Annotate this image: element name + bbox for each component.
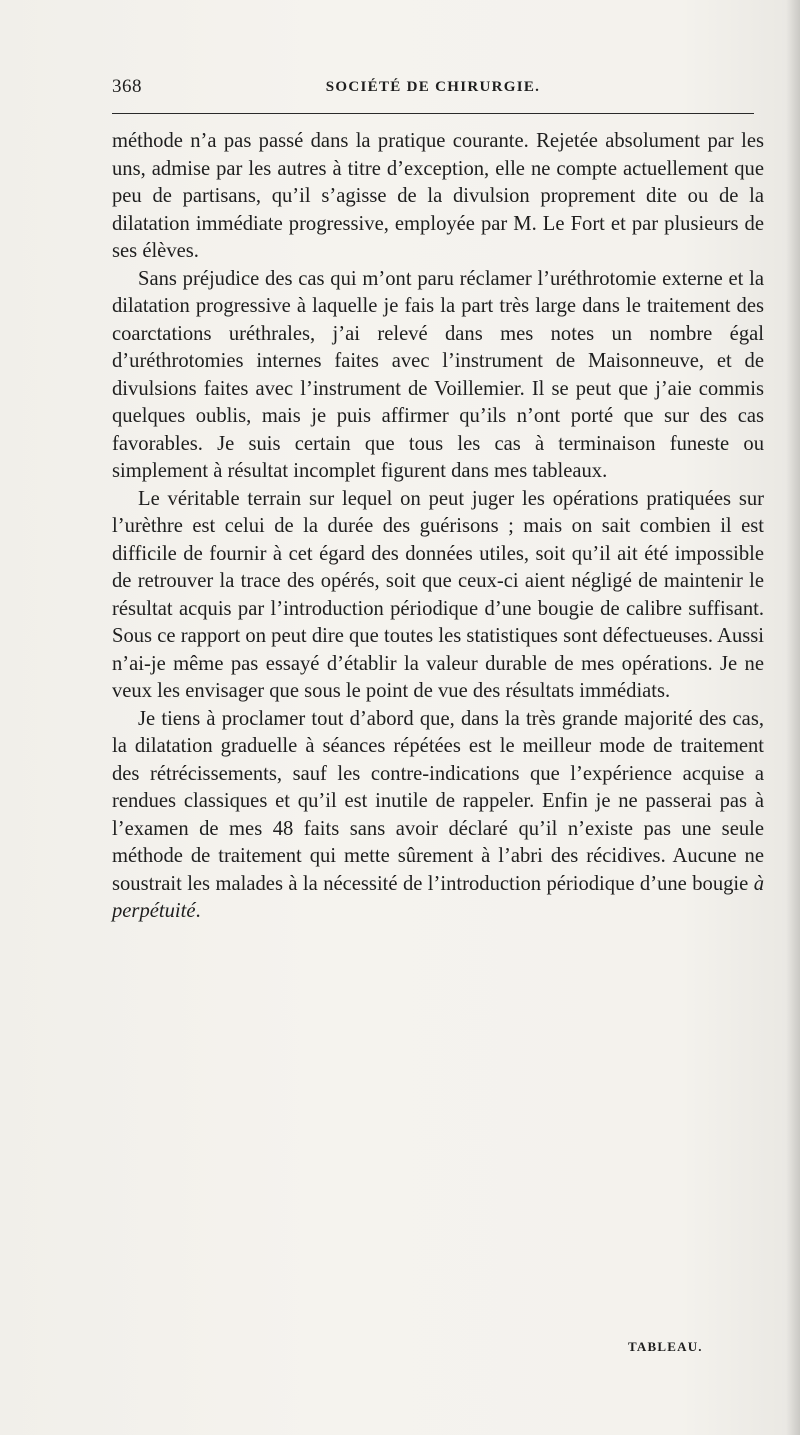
paragraph-2: Sans préjudice des cas qui m’ont paru réclamer l’uréthrotomie externe et la dilatation progressive à laquelle je fais la part très large dans le traitement des coarctations uréthrales, j’ai relevé dans mes notes un nombre égal d’uréthrotomies internes faites avec l’instrument de Maisonneuve, et de divulsions faites avec l’instrument de Voillemier. Il se peut que j’aie commis quelques oublis, mais je puis affirmer qu’ils n’ont porté que sur des cas favorables. Je suis certain que tous les cas à terminaison funeste ou simplement à résultat incomplet figurent dans mes tableaux. (112, 267, 764, 482)
paragraph-3: Le véritable terrain sur lequel on peut juger les opérations pratiquées sur l’urèthre est celui de la durée des guérisons ; mais on sait combien il est difficile de fournir à cet égard des données utiles, soit qu’il ait été impossible de retrouver la trace des opérés, soit que ceux-ci aient négligé de maintenir le résultat acquis par l’introduction périodique d’une bougie de calibre suffisant. Sous ce rapport on peut dire que toutes les statistiques sont défectueuses. Aussi n’ai-je même pas essayé d’établir la valeur durable de mes opérations. Je ne veux les envisager que sous le point de vue des résultats immédiats. (112, 487, 764, 702)
emphasis-text: à perpétuité (112, 872, 764, 922)
running-head: SOCIÉTÉ DE CHIRURGIE. (325, 79, 541, 95)
catchword: TABLEAU. (628, 1339, 703, 1354)
paragraph-4-end: . (195, 900, 201, 922)
page-number: 368 (112, 76, 142, 97)
page-edge-shadow (786, 0, 800, 1435)
body-text (112, 128, 764, 926)
header-rule (112, 113, 754, 114)
paragraph-4-text: Je tiens à proclamer tout d’abord que, dans la très grande majorité des cas, la dilatation graduelle à séances répétées est le meilleur mode de traitement des rétrécissements, sauf les contre-indications que l’expérience acquise a rendues classiques et qu’il est inutile de rappeler. Enfin je ne passerai pas à l’examen de mes 48 faits sans avoir déclaré qu’il n’existe pas une seule méthode de traitement qui mette sûrement à l’abri des récidives. Aucune ne soustrait les malades à la nécessité de l’introduction périodique d’une bougie (112, 707, 764, 895)
page-header (112, 76, 754, 106)
paragraph-1: méthode n’a pas passé dans la pratique courante. Rejetée absolument par les uns, admise par les autres à titre d’exception, elle ne compte actuellement que peu de partisans, qu’il s’agisse de la divulsion proprement dite ou de la dilatation immédiate progressive, employée par M. Le Fort et par plusieurs de ses élèves. (112, 130, 764, 262)
paragraph-4 (112, 706, 764, 926)
